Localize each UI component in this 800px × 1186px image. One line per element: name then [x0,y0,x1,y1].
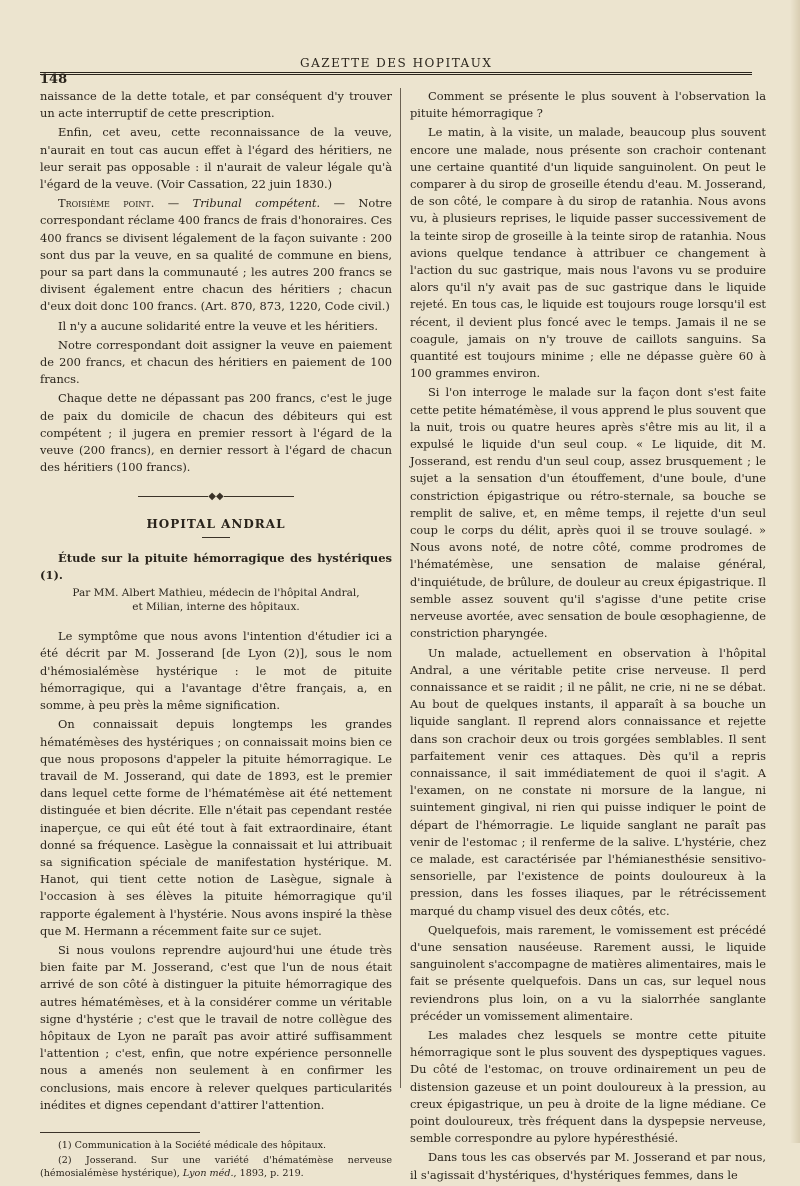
paragraph: Il n'y a aucune solidarité entre la veuve et les héritiers. [58,318,378,333]
byline-line: et Milian, interne des hôpitaux. [132,601,300,614]
footnote-journal: Lyon méd. [182,1167,234,1179]
short-rule [202,537,230,538]
header-rule [40,72,752,75]
footnote [40,1154,392,1180]
page-number: 148 [40,72,68,87]
paragraph: Enfin, cet aveu, cette reconnaissance de la veuve, n'aurait en tout cas aucun effet à l'égard des héritiers, ne leur serait pas opposable : il n'aurait de valeur légale qu'à l'égard de la veuve. (Voir Cassation, 22 juin 1830.) [40,125,392,192]
point-heading: Troisième point. [58,196,155,211]
byline [40,586,392,614]
footnote: (1) Communication à la Société médicale des hôpitaux. [58,1139,327,1151]
paragraph: Dans tous les cas observés par M. Josserand et par nous, il s'agissait d'hystériques, d'hystériques femmes, dans le [410,1150,766,1182]
footnote-text: (2) Josserand. Sur une variété d'hématémèse nerveuse (hémosialémèse hystérique), [40,1154,392,1179]
running-title: GAZETTE DES HOPITAUX [300,56,493,70]
byline-line: Par MM. Albert Mathieu, médecin de l'hôpital Andral, [72,587,360,600]
footnote-text: , 1893, p. 219. [233,1167,304,1179]
paragraph: Le matin, à la visite, un malade, beaucoup plus souvent encore une malade, nous présente son crachoir contenant une certaine quantité d'un liquide sanguinolent. On peut le comparer à du sirop de groseille étendu d'eau. M. Josserand, de son côté, le compare à du sirop de ratanhia. Nous avons vu, à plusieurs reprises, le liquide passer successivement de la teinte sirop de groseille à la teinte sirop de ratanhia. Nous avions quelque tendance à attribuer ce changement à l'action du suc gastrique, mais nous l'avons vu se produire alors qu'il n'y avait pas de suc gastrique dans le liquide rejeté. En tous cas, le liquide est toujours rouge lorsqu'il est récent, il devient plus foncé avec le temps. Jamais il ne se coagule, jamais on n'y trouve de caillots sanguins. Sa quantité est toujours minime ; elle ne dépasse guère 60 à 100 grammes environ. [410,125,766,381]
right-column [410,88,766,1186]
section-ornament: ◆◆ [40,488,392,505]
point-subheading: Tribunal compétent. [192,196,321,211]
paragraph: naissance de la dette totale, et par conséquent d'y trouver un acte interruptif de cette prescription. [40,89,392,121]
paragraph: Troisième point. — Tribunal compétent. — Notre correspondant réclame 400 francs de frais d'honoraires. Ces 400 francs se divisent légalement de la façon suivante : 200 sont dus par la veuve, en sa qualité de commune en biens, pour sa part dans la communauté ; les autres 200 francs se divisent également entre chacun des héritiers ; chacun d'eux doit donc 100 francs. (Art. 870, 873, 1220, Code civil.) [40,196,392,314]
paragraph: Quelquefois, mais rarement, le vomissement est précédé d'une sensation nauséeuse. Rarement aussi, le liquide sanguinolent s'accompagne de matières alimentaires, mais le fait se présente quelquefois. Dans un cas, sur lequel nous reviendrons plus loin, on a vu la sialorrhée sanglante précéder un vomissement alimentaire. [410,922,766,1023]
paragraph: Si nous voulons reprendre aujourd'hui une étude très bien faite par M. Josserand, c'est que l'un de nous était arrivé de son côté à distinguer la pituite hémorragique des autres hématémèses, et à la considérer comme un véritable signe d'hystérie ; c'est que le travail de notre collègue des hôpitaux de Lyon ne paraît pas avoir attiré suffisamment l'attention ; c'est, enfin, que notre expérience personnelle nous a amenés non seulement à en confirmer les conclusions, mais encore à relever quelques particularités inédites et dignes cependant d'attirer l'attention. [40,942,392,1112]
paragraph: Si l'on interroge le malade sur la façon dont s'est faite cette petite hématémèse, il vous apprend le plus souvent que la nuit, trois ou quatre heures après s'être mis au lit, il a expulsé le liquide d'un seul coup. « Le liquide, dit M. Josserand, est rendu d'un seul coup, assez brusquement ; le sujet a la sensation d'un étouffement, d'une boule, d'une constriction épigastrique ou rétro-sternale, sa bouche se remplit de salive, et, en même temps, il rejette d'un seul coup le corps du délit, après quoi il se trouve soulagé. » Nous avons noté, de notre côté, comme prodromes de l'hématémèse, une sensation de malaise général, d'inquiétude, de brûlure, de douleur au creux épigastrique. Il semble assez souvent qu'il s'agisse d'une petite crise nerveuse avortée, avec sensation de boule œsophagienne, de constriction pharyngée. [410,385,766,641]
article-title: Étude sur la pituite hémorragique des hystériques (1). [40,550,392,583]
left-column [40,88,392,1182]
paragraph: Les malades chez lesquels se montre cette pituite hémorragique sont le plus souvent des dyspeptiques vagues. Du côté de l'estomac, on trouve ordinairement un peu de distension gazeuse et un point douloureux à la pression, au creux épigastrique, un peu à droite de la ligne médiane. Ce point douloureux, très fréquent dans la dyspepsie nerveuse, semble correspondre au pylore hypéresthésié. [410,1027,766,1146]
footnote-rule [40,1132,200,1133]
paragraph: Notre correspondant doit assigner la veuve en paiement de 200 francs, et chacun des héritiers en paiement de 100 francs. [40,337,392,387]
column-divider [400,88,401,1088]
paragraph: Chaque dette ne dépassant pas 200 francs, c'est le juge de paix du domicile de chacun des débiteurs qui est compétent ; il jugera en premier ressort à l'égard de la veuve (200 francs), en dernier ressort à l'égard de chacun des héritiers (100 francs). [40,391,392,475]
paragraph: Un malade, actuellement en observation à l'hôpital Andral, a une véritable petite crise nerveuse. Il perd connaissance et se raidit ; il ne pâlit, ne crie, ni ne se débat. Au bout de quelques instants, il apparaît à sa bouche un liquide sanglant. Il reprend alors connaissance et rejette dans son crachoir deux ou trois gorgées semblables. Il sent parfaitement venir ces attaques. Dès qu'il a repris connaissance, il sait immédiatement de quoi il s'agit. A l'examen, on ne constate ni morsure de la langue, ni suintement gingival, ni rien qui puisse indiquer le point de départ de l'hémorragie. Le liquide sanglant ne paraît pas venir de l'estomac ; il renferme de la salive. L'hystérie, chez ce malade, est caractérisée par l'hémianesthésie sensitivo-sensorielle, par l'existence de points douloureux à la pression, dans les fosses iliaques, par le rétrécissement marqué du champ visuel des deux côtés, etc. [410,645,766,918]
paragraph: On connaissait depuis longtemps les grandes hématémèses des hystériques ; on connaissait moins bien ce que nous proposons d'appeler la pituite hémorragique. Le travail de M. Josserand, qui date de 1893, est le premier dans lequel cette forme de l'hématémèse ait été nettement distinguée et bien décrite. Elle n'était pas cependant restée inaperçue, ce qui eût été tout à fait extraordinaire, étant donné sa fréquence. Lasègue la connaissait et lui attribuait sa signification spéciale de manifestation hystérique. M. Hanot, qui tient cette notion de Lasègue, signale à l'occasion à ses élèves la pituite hémorragique qu'il rapporte également à l'hystérie. Nous avons inspiré la thèse que M. Hermann a récemment faite sur ce sujet. [40,717,392,938]
paragraph: Le symptôme que nous avons l'intention d'étudier ici a été décrit par M. Josserand [de Lyon (2)], sous le nom d'hémosialémèse hystérique : le mot de pituite hémorragique, qui a l'avantage d'être français, a, en somme, à peu près la même signification. [40,629,392,713]
page-edge-shadow [790,0,800,1143]
paragraph-text: — Notre correspondant réclame 400 francs de frais d'honoraires. Ces 400 francs se divisent légalement de la façon suivante : 200 sont dus par la veuve, en sa qualité de commune en biens, pour sa part dans la communauté ; les autres 200 francs se divisent également entre chacun des héritiers ; chacun d'eux doit donc 100 francs. (Art. 870, 873, 1220, Code civil.) [40,196,392,314]
section-title: HOPITAL ANDRAL [146,516,286,531]
paragraph: Comment se présente le plus souvent à l'observation la pituite hémorragique ? [410,89,766,121]
